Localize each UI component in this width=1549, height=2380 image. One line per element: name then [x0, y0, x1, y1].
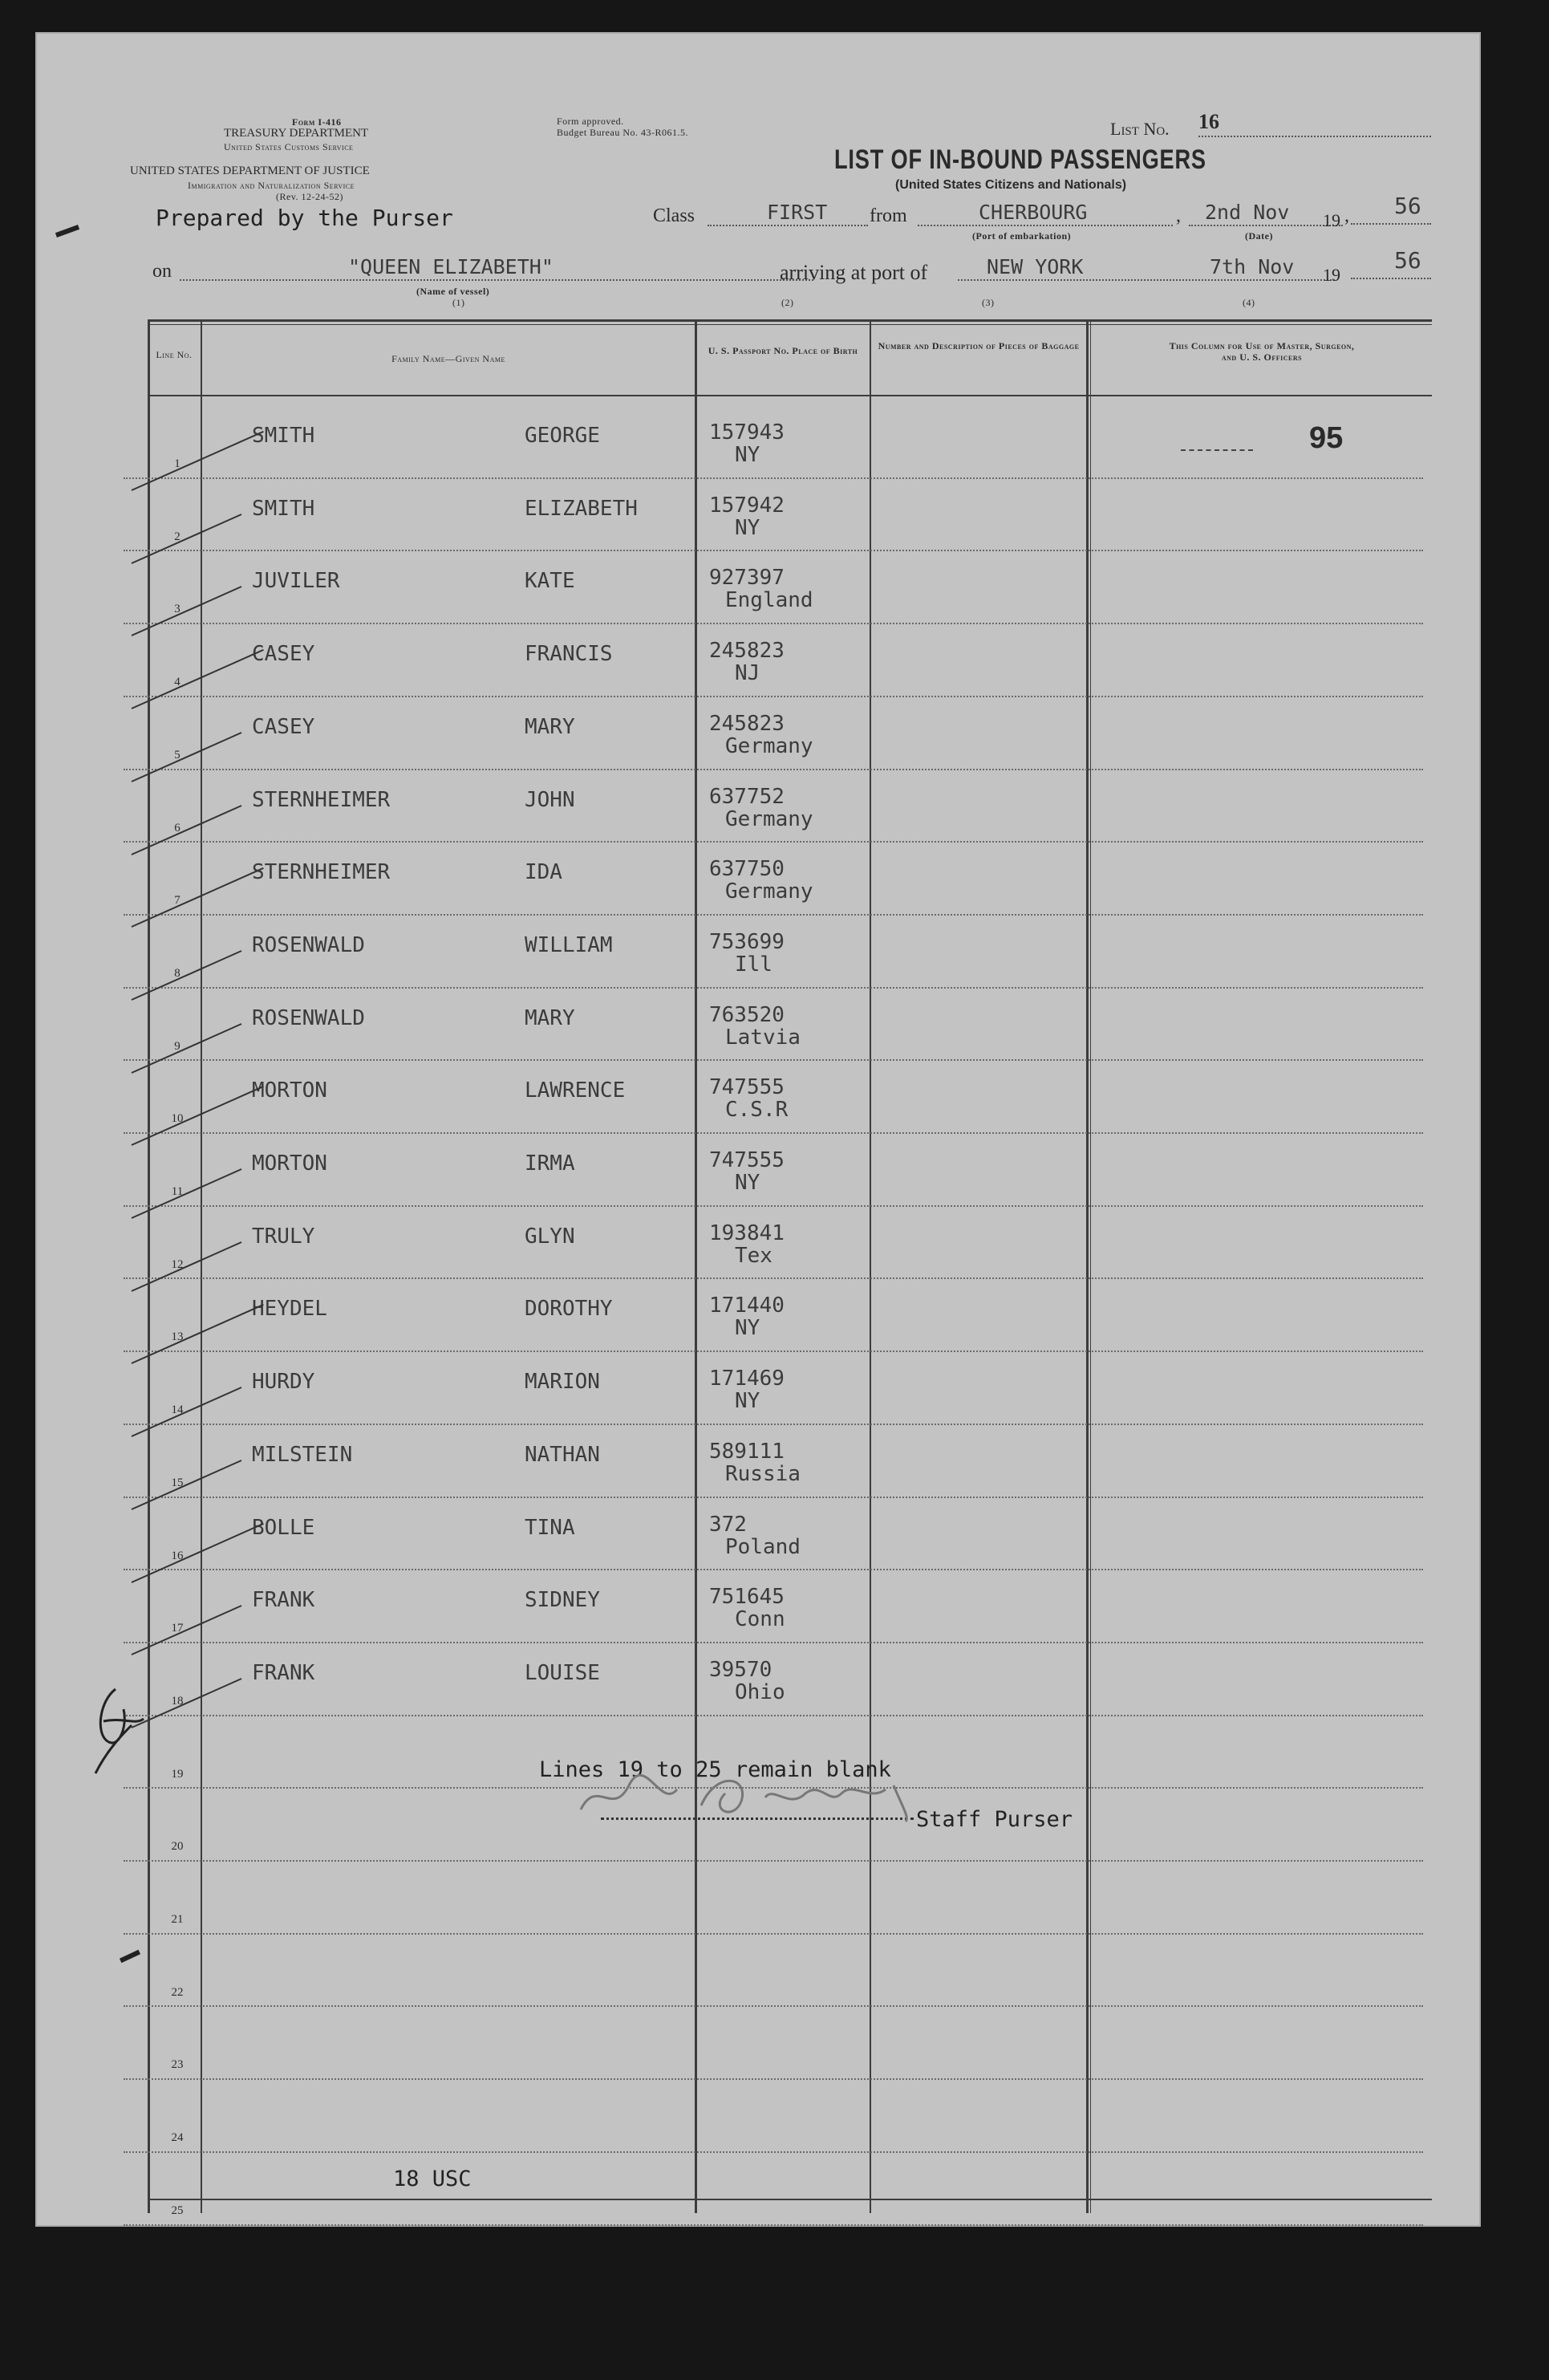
- family-name: MORTON: [252, 1151, 327, 1176]
- place-of-birth: Poland: [725, 1534, 801, 1559]
- row-rule: [124, 1059, 1423, 1061]
- passport-number: 171469: [709, 1367, 785, 1391]
- given-name: SIDNEY: [525, 1588, 600, 1613]
- list-no-label: List No.: [1110, 119, 1170, 139]
- arrival-year-field: [1351, 247, 1431, 279]
- row-rule: [124, 1277, 1423, 1279]
- arrival-year: 56: [1394, 247, 1421, 274]
- line-number: 13: [171, 1330, 184, 1344]
- row-rule: [124, 987, 1423, 989]
- line-number: 16: [171, 1549, 184, 1562]
- depart-year-field: [1351, 193, 1431, 225]
- col-header-officers: This Column for Use of Master, Surgeon, and U. S. Officers: [1169, 340, 1355, 363]
- passport-number: 637750: [709, 857, 785, 882]
- from-label: from: [870, 205, 907, 226]
- passport-number: 39570: [709, 1657, 772, 1682]
- line-number: 24: [171, 2131, 184, 2145]
- row-rule: [124, 2005, 1423, 2007]
- blank-lines-note: Lines 19 to 25 remain blank: [539, 1757, 891, 1782]
- line-number: 15: [171, 1476, 184, 1489]
- line-number: 22: [171, 1985, 184, 1999]
- given-name: LAWRENCE: [525, 1078, 626, 1103]
- row-rule: [124, 1715, 1423, 1716]
- row-rule: [124, 1860, 1423, 1862]
- given-name: NATHAN: [525, 1442, 600, 1467]
- row-rule: [124, 1350, 1423, 1352]
- given-name: GLYN: [525, 1224, 575, 1249]
- passport-number: 157943: [709, 420, 785, 445]
- manifest-page: Form I-416 TREASURY DEPARTMENT United States Customs Service UNITED STATES DEPARTMENT OF JUSTICE Immigration and Naturalization Service (Rev. 12-24-52) Form approved. Budget Bureau No. 43-R061.5. List No. 16 LIST OF IN-BOUND PASSENGERS (United States Citizens and Nationals) Prepared by the Purser Class FIRST from CHERBOURG (Port of embarkation) , 2nd Nov (Date) , 19 56 on "QUEEN ELIZABETH" (Name of vessel) (1) arriving at port of NEW YORK 7th Nov 19 56 (2) (3) (4) Line No. Family Name—Given Name U. S. Passport No. Place of Birth Number and Description of Pieces of Baggage This Column for Use of Master, Surgeon, and U. S. Officers 1 2 3 4 5 6 7 8 9 10 11 12 13 14 15 16 17 18 19 20 21 22 23 24 25 SMITH GEORGE 157943 NY SMITH ELIZABETH 157942 NY JUVILER KATE 927397 England CASEY FRANCIS 245823 NJ CASEY MARY 245823 Germany STERNHEIMER JOHN 637752 Germany STERNHEIMER IDA 637750 Germany ROSENWALD WILLIAM 753699 Ill ROSENWALD MARY 763520 Latvia MORTON LAWRENCE 747555 C.S.R MORTON IRMA 747555 NY TRULY GLYN 193841 Tex HEYDEL DOROTHY 171440 NY HURDY MARION 171469 NY MILSTEIN NATHAN 589111 Russia BOLLE TINA 372 Poland FRANK SIDNEY 751645 Conn FRANK LOUISE 39570 Ohio 95 Lines 19 to 25 remain blank Staff Purser 18 USC: [35, 32, 1481, 2227]
- passport-number: 245823: [709, 639, 785, 664]
- form-number: Form I-416: [292, 116, 342, 128]
- family-name: SMITH: [252, 424, 315, 448]
- place-of-birth: C.S.R: [725, 1098, 789, 1123]
- place-of-birth: Tex: [735, 1243, 772, 1268]
- margin-mark-top: [55, 225, 79, 238]
- line-number: 17: [171, 1622, 184, 1635]
- row-rule: [124, 623, 1423, 624]
- budget-bureau: Budget Bureau No. 43-R061.5.: [557, 127, 688, 138]
- row-rule: [124, 1205, 1423, 1207]
- place-of-birth: NY: [735, 443, 760, 467]
- class-value: FIRST: [767, 201, 828, 224]
- row-rule: [124, 769, 1423, 770]
- class-field: [708, 201, 868, 226]
- page-title: LIST OF IN-BOUND PASSENGERS: [834, 144, 1206, 175]
- place-of-birth: NY: [735, 1389, 760, 1414]
- family-name: TRULY: [252, 1224, 315, 1249]
- line-number: 11: [171, 1185, 184, 1198]
- arrival-port: NEW YORK: [987, 255, 1084, 278]
- place-of-birth: NJ: [735, 661, 760, 686]
- given-name: KATE: [525, 569, 575, 594]
- officer-mark: [1181, 449, 1253, 451]
- given-name: MARION: [525, 1370, 600, 1395]
- line-number: 9: [174, 1039, 180, 1053]
- on-label: on: [152, 261, 172, 282]
- col-header-name: Family Name—Given Name: [391, 353, 505, 364]
- row-rule: [124, 477, 1423, 479]
- passport-number: 927397: [709, 566, 785, 591]
- place-of-birth: Russia: [725, 1461, 801, 1486]
- line-number: 8: [174, 966, 180, 980]
- line-number: 21: [171, 1913, 184, 1926]
- row-rule: [124, 696, 1423, 697]
- date-caption: (Date): [1245, 230, 1273, 242]
- family-name: HURDY: [252, 1370, 315, 1395]
- margin-handwriting: [79, 1685, 152, 1781]
- table-left-rule: [148, 319, 150, 2213]
- col-num-1: (1): [452, 297, 465, 308]
- given-name: JOHN: [525, 787, 575, 812]
- passport-number: 751645: [709, 1585, 785, 1610]
- given-name: IDA: [525, 860, 562, 885]
- line-number: 6: [174, 821, 180, 835]
- row-rule: [124, 1424, 1423, 1425]
- line-number: 18: [171, 1694, 184, 1708]
- given-name: IRMA: [525, 1151, 575, 1176]
- place-of-birth: Conn: [735, 1607, 785, 1632]
- family-name: MILSTEIN: [252, 1442, 353, 1467]
- officer-note: 95: [1309, 421, 1344, 455]
- place-of-birth: Latvia: [725, 1025, 801, 1050]
- revision: (Rev. 12-24-52): [276, 191, 344, 202]
- port-embarkation-caption: (Port of embarkation): [972, 230, 1072, 242]
- row-rule: [124, 841, 1423, 843]
- col-header-baggage: Number and Description of Pieces of Baggage: [878, 340, 1080, 351]
- given-name: ELIZABETH: [525, 496, 638, 521]
- passport-number: 372: [709, 1512, 747, 1537]
- family-name: ROSENWALD: [252, 932, 365, 957]
- list-no-value: 16: [1198, 110, 1219, 133]
- place-of-birth: Germany: [725, 733, 813, 758]
- staff-purser-title: Staff Purser: [916, 1807, 1073, 1832]
- family-name: STERNHEIMER: [252, 860, 391, 885]
- given-name: MARY: [525, 714, 575, 739]
- arriving-label: arriving at port of: [780, 261, 928, 284]
- table-top-rule: [148, 319, 1432, 322]
- col-header-passport: U. S. Passport No. Place of Birth: [708, 345, 858, 356]
- passport-number: 245823: [709, 711, 785, 736]
- customs-service: United States Customs Service: [224, 141, 354, 152]
- row-rule: [124, 2224, 1423, 2226]
- passport-number: 763520: [709, 1002, 785, 1027]
- row-rule: [124, 2151, 1423, 2153]
- arrival-date: 7th Nov: [1210, 255, 1295, 278]
- passport-number: 637752: [709, 784, 785, 809]
- signature: [565, 1761, 926, 1826]
- family-name: FRANK: [252, 1660, 315, 1685]
- row-rule: [124, 550, 1423, 551]
- page-subtitle: (United States Citizens and Nationals): [895, 178, 1127, 192]
- passport-number: 589111: [709, 1439, 785, 1464]
- form-approved: Form approved.: [557, 116, 624, 127]
- check-mark: [132, 1086, 264, 1146]
- class-label: Class: [653, 205, 695, 226]
- given-name: DOROTHY: [525, 1297, 613, 1322]
- family-name: FRANK: [252, 1588, 315, 1613]
- line-number: 7: [174, 894, 180, 908]
- place-of-birth: Ill: [735, 952, 772, 977]
- passport-number: 747555: [709, 1148, 785, 1172]
- table-bottom-rule: [148, 2199, 1432, 2200]
- family-name: BOLLE: [252, 1515, 315, 1540]
- year-prefix-2: 19: [1323, 265, 1340, 285]
- col-num-3: (3): [982, 297, 995, 308]
- place-of-birth: NY: [735, 1171, 760, 1195]
- port-embarkation-field: [918, 201, 1173, 226]
- family-name: CASEY: [252, 642, 315, 667]
- place-of-birth: Ohio: [735, 1679, 785, 1704]
- family-name: CASEY: [252, 714, 315, 739]
- check-mark: [132, 649, 264, 709]
- vessel-caption: (Name of vessel): [416, 286, 490, 297]
- family-name: SMITH: [252, 496, 315, 521]
- given-name: MARY: [525, 1005, 575, 1030]
- family-name: ROSENWALD: [252, 1005, 365, 1030]
- footer-note: 18 USC: [393, 2167, 472, 2191]
- row-rule: [124, 1569, 1423, 1570]
- passport-number: 171440: [709, 1294, 785, 1318]
- line-number: 23: [171, 2058, 184, 2072]
- col-num-4: (4): [1243, 297, 1255, 308]
- line-number: 12: [171, 1257, 184, 1271]
- family-name: HEYDEL: [252, 1297, 327, 1322]
- dept-treasury: TREASURY DEPARTMENT: [224, 127, 369, 140]
- place-of-birth: England: [725, 588, 813, 613]
- depart-date-field: [1189, 201, 1343, 226]
- line-number: 14: [171, 1403, 184, 1417]
- given-name: WILLIAM: [525, 932, 613, 957]
- family-name: STERNHEIMER: [252, 787, 391, 812]
- line-number: 5: [174, 748, 180, 762]
- row-rule: [124, 2078, 1423, 2080]
- given-name: TINA: [525, 1515, 575, 1540]
- passport-number: 193841: [709, 1220, 785, 1245]
- vessel-name: "QUEEN ELIZABETH": [348, 255, 554, 278]
- passport-number: 753699: [709, 929, 785, 954]
- year-prefix-1: 19: [1323, 210, 1340, 230]
- row-rule: [124, 1933, 1423, 1935]
- arrival-field: [958, 255, 1335, 281]
- passport-number: 747555: [709, 1075, 785, 1100]
- row-rule: [124, 1497, 1423, 1498]
- margin-mark-bottom: [120, 1950, 140, 1963]
- prepared-by: Prepared by the Purser: [156, 205, 453, 231]
- line-number: 3: [174, 603, 180, 616]
- check-mark: [132, 1522, 264, 1582]
- row-rule: [124, 1642, 1423, 1643]
- depart-year: 56: [1394, 193, 1421, 219]
- line-number: 19: [171, 1767, 184, 1781]
- line-number: 20: [171, 1840, 184, 1854]
- vessel-field: [180, 255, 813, 281]
- family-name: JUVILER: [252, 569, 340, 594]
- depart-date: 2nd Nov: [1205, 201, 1290, 224]
- col-header-line-no: Line No.: [156, 349, 193, 360]
- place-of-birth: NY: [735, 515, 760, 540]
- line-number: 2: [174, 530, 180, 543]
- list-no-field: [1198, 110, 1431, 137]
- given-name: LOUISE: [525, 1660, 600, 1685]
- line-number: 4: [174, 676, 180, 689]
- passport-number: 157942: [709, 493, 785, 518]
- check-mark: [132, 867, 264, 928]
- col-num-2: (2): [781, 297, 794, 308]
- dept-justice: UNITED STATES DEPARTMENT OF JUSTICE: [130, 164, 370, 177]
- family-name: MORTON: [252, 1078, 327, 1103]
- line-number: 1: [174, 457, 180, 470]
- place-of-birth: Germany: [725, 879, 813, 904]
- given-name: FRANCIS: [525, 642, 613, 667]
- check-mark: [132, 431, 264, 491]
- check-mark: [132, 1304, 264, 1364]
- line-number: 25: [171, 2203, 184, 2217]
- place-of-birth: NY: [735, 1316, 760, 1341]
- port-embarkation: CHERBOURG: [979, 201, 1088, 224]
- row-rule: [124, 1132, 1423, 1134]
- row-rule: [124, 914, 1423, 916]
- header-bottom-rule: [148, 395, 1432, 396]
- given-name: GEORGE: [525, 424, 600, 448]
- immigration-service: Immigration and Naturalization Service: [188, 180, 355, 191]
- place-of-birth: Germany: [725, 806, 813, 831]
- line-number: 10: [171, 1112, 184, 1126]
